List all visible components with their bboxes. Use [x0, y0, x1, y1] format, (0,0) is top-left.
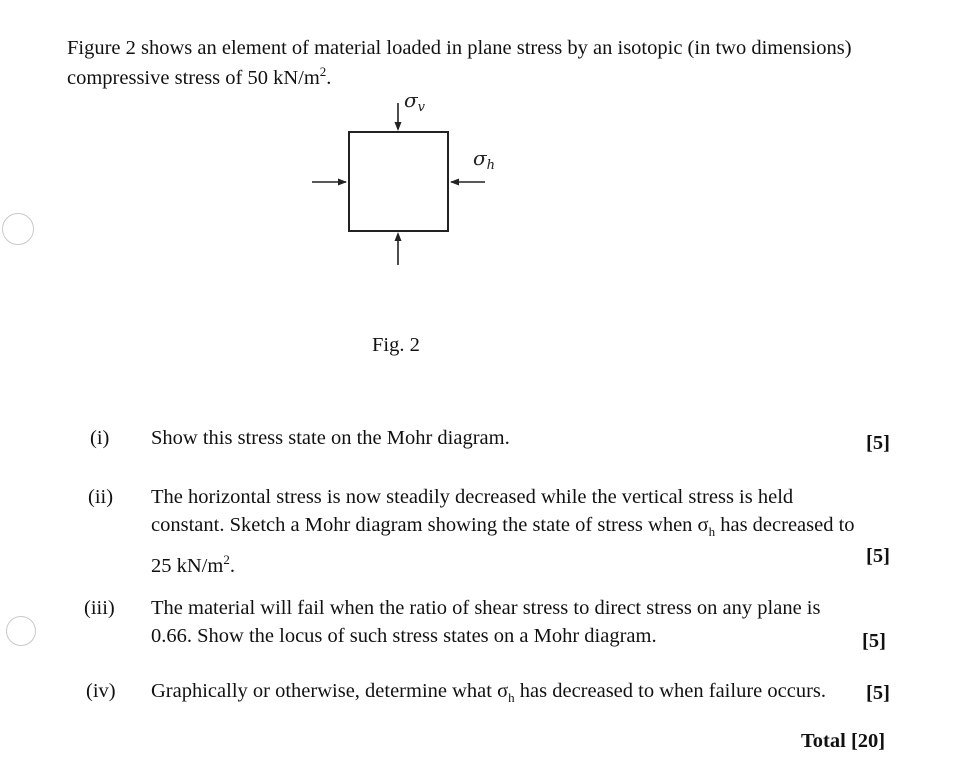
intro-line-1: Figure 2 shows an element of material loaded in plane stress by an isotopic (in two dimensions)	[67, 37, 852, 59]
total-marks: Total [20]	[801, 730, 886, 752]
question-text: Graphically or otherwise, determine what $\sigma_h$ has decreased to when failure occurs.	[151, 680, 826, 706]
question-text: The horizontal stress is now steadily decreased while the vertical stress is held constant. Sketch a Mohr diagram showing the state of stress when $\sigma_h$ has decreased to 25 $kN/m^2$.	[151, 486, 855, 577]
intro-line-2: compressive stress of 50 $kN/m^2$.	[67, 64, 332, 89]
sigma-v-label: $\sigma_v$	[404, 88, 426, 115]
question-number: (i)	[90, 427, 110, 449]
question-number: (iii)	[84, 597, 115, 619]
bottom-arrow-head	[395, 232, 402, 241]
figure-caption: Fig. 2	[372, 334, 420, 356]
binder-hole-bottom	[6, 616, 36, 646]
left-arrow-head	[338, 179, 347, 186]
question-marks: [5]	[866, 545, 890, 567]
question-marks: [5]	[866, 682, 890, 704]
question-marks: [5]	[866, 432, 890, 454]
stress-element-figure	[300, 85, 540, 275]
question-text: The material will fail when the ratio of shear stress to direct stress on any plane is 0.66. Show the locus of such stress states on a Mohr diagram.	[151, 597, 821, 647]
question-number: (iv)	[86, 680, 116, 702]
sigma-h-label: $\sigma_h$	[473, 146, 496, 173]
top-arrow-head	[395, 122, 402, 131]
question-number: (ii)	[88, 486, 114, 508]
intro-paragraph	[67, 33, 927, 93]
question-marks: [5]	[862, 630, 886, 652]
question-text: Show this stress state on the Mohr diagram.	[151, 427, 510, 449]
binder-hole-top	[2, 213, 34, 245]
right-arrow-head	[450, 179, 459, 186]
stress-element-diagram	[300, 85, 540, 275]
element-square	[349, 132, 448, 231]
